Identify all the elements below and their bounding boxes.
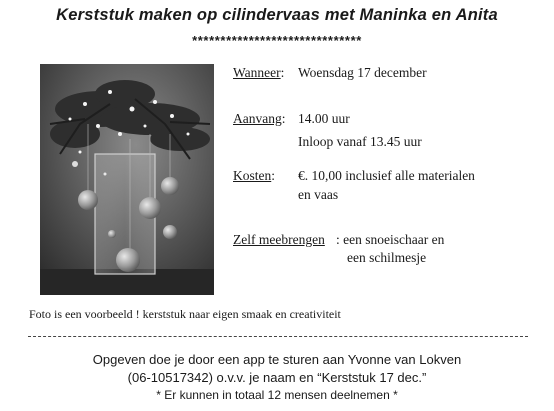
label-aanvang: Aanvang:: [233, 111, 286, 126]
photo-arrangement: [40, 64, 214, 295]
value-kosten-1: €. 10,00 inclusief alle materialen: [298, 168, 475, 183]
label-wanneer: Wanneer:: [233, 65, 285, 80]
aanvang-label-text: Aanvang: [233, 111, 282, 126]
kosten-label-text: Kosten: [233, 168, 272, 183]
meebrengen-label-text: Zelf meebrengen: [233, 232, 325, 247]
dashed-divider: [28, 336, 528, 337]
footer-line-3: * Er kunnen in totaal 12 mensen deelnemen *: [156, 388, 398, 402]
value-meebrengen-2: een schilmesje: [347, 250, 427, 265]
label-meebrengen: [233, 232, 325, 248]
value-inloop: Inloop vanaf 13.45 uur: [298, 134, 422, 149]
label-kosten: Kosten:: [233, 168, 276, 183]
arrangement-illustration: [40, 64, 214, 295]
value-meebrengen-1: : een snoeischaar en: [336, 232, 445, 247]
page-title: Kerststuk maken op cilindervaas met Maninka en Anita: [56, 6, 498, 24]
footer-line-2: (06-10517342) o.v.v. je naam en “Kerststuk 17 dec.”: [127, 370, 427, 385]
value-kosten-2: en vaas: [298, 187, 339, 202]
footer-line-1: Opgeven doe je door een app te sturen aan Yvonne van Lokven: [92, 352, 462, 367]
value-aanvang: 14.00 uur: [298, 111, 350, 126]
photo-caption: Foto is een voorbeeld ! kerststuk naar eigen smaak en creativiteit: [29, 307, 341, 321]
wanneer-label-text: Wanneer: [233, 65, 281, 80]
value-wanneer: Woensdag 17 december: [298, 65, 427, 80]
star-separator: ******************************: [192, 33, 362, 48]
